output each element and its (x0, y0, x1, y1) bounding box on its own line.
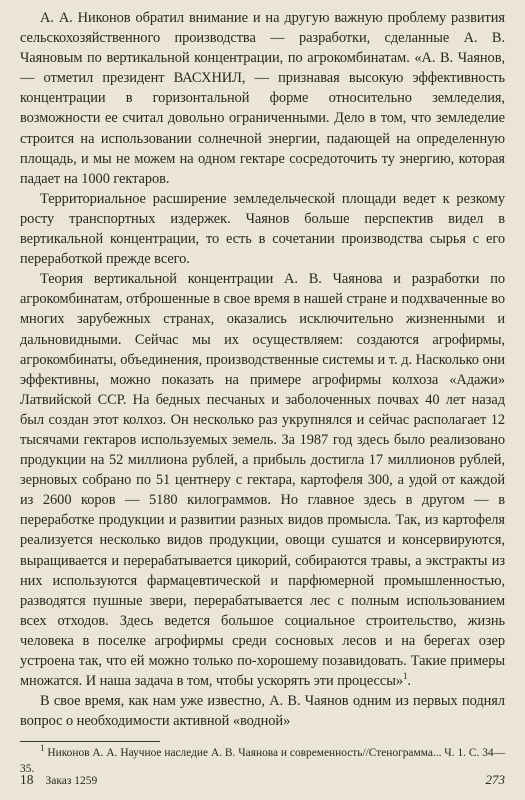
paragraph-text: Теория вертикальной концентрации А. В. Чаянова и разработки по агрокомбинатам, отброшенные в свое время в нашей стране и подхваченные во многих зарубежных странах, оказались исключительно жизненными и дальновидными. Сейчас мы их осуществляем: создаются агрофирмы, агрокомбинаты, объединения, производственные системы и т. д. Насколько они эффективны, можно показать на примере агрофирмы колхоза «Адажи» Латвийской ССР. На бедных песчаных и заболоченных почвах 40 лет назад был создан этот колхоз. Он несколько раз укрупнялся и сейчас располагает 12 тысячами гектаров используемых земель. За 1987 год здесь было реализовано продукции на 52 миллиона рублей, а прибыль достигла 17 миллионов рублей, зерновых собрано по 51 центнеру с гектара, картофеля 300, а удой от каждой из 2600 коров — 5180 килограммов. Но главное здесь в другом — в переработке продукции и развитии разных видов промысла. Так, из картофеля реализуется несколько видов продукции, овощи сушатся и консервируются, выращивается и перерабатывается цикорий, собираются травы, а экстракты из них используются фармацевтической и парфюмерной промышленностью, разводятся пушные звери, перерабатывается лес с полным использованием всех отходов. Здесь ведется большое социальное строительство, жизнь человека в поселке агрофирмы среди сосновых лесов и на берегах озер устроена так, что ей можно только по-хорошему позавидовать. Такие примеры множатся. И наша задача в том, чтобы ускорять эти процессы» (20, 271, 505, 690)
paragraph: Теория вертикальной концентрации А. В. Чаянова и разработки по агрокомбинатам, отброшенные в свое время в нашей стране и подхваченные во многих зарубежных странах, оказались исключительно жизненными и дальновидными. Сейчас мы их осуществляем: создаются агрофирмы, агрокомбинаты, объединения, производственные системы и т. д. Насколько они эффективны, можно показать на примере агрофирмы колхоза «Адажи» Латвийской ССР. На бедных песчаных и заболоченных почвах 40 лет назад был создан этот колхоз. Он несколько раз укрупнялся и сейчас располагает 12 тысячами гектаров используемых земель. За 1987 год здесь было реализовано продукции на 52 миллиона рублей, а прибыль достигла 17 миллионов рублей, зерновых собрано по 51 центнеру с гектара, картофеля 300, а удой от каждой из 2600 коров — 5180 килограммов. Но главное здесь в другом — в переработке продукции и развитии разных видов промысла. Так, из картофеля реализуется несколько видов продукции, овощи сушатся и консервируются, выращивается и перерабатывается цикорий, собираются травы, а экстракты из них используются фармацевтической и парфюмерной промышленностью, разводятся пушные звери, перерабатывается лес с полным использованием всех отходов. Здесь ведется большое социальное строительство, жизнь человека в поселке агрофирмы среди сосновых лесов и на берегах озер устроена так, что ей можно только по-хорошему позавидовать. Такие примеры множатся. И наша задача в том, чтобы ускорять эти процессы»$^1$. (20, 271, 505, 690)
paragraph: А. А. Никонов обратил внимание и на другую важную проблему развития сельскохозяйственного производства — разработки, сделанные А. В. Чаяновым по вертикальной концентрации, по агрокомбинатам. «А. В. Чаянов, — отметил президент ВАСХНИЛ, — признавая высокую эффективность концентрации в горизонтальной форме относительно земледелия, возможности ее считал довольно ограниченными. Дело в том, что земледелие строится на использовании солнечной энергии, падающей на определенную площадь, и мы не можем на одном гектаре сосредоточить ту энергию, которая падает на 1000 гектаров. (20, 10, 505, 187)
page-footer (20, 772, 505, 788)
footnote-marker: 1 (40, 743, 45, 754)
signature-number: 18 (20, 772, 34, 787)
page-number: 273 (485, 772, 505, 787)
body-text (20, 8, 505, 731)
footnote-reference: 1 (402, 671, 408, 682)
paragraph: Территориальное расширение земледельческой площади ведет к резкому росту транспортных издержек. Чаянов больше перспектив видел в вертикальной концентрации, то есть в сочетании производства сырья с его переработкой прежде всего. (20, 190, 505, 268)
paragraph: В свое время, как нам уже известно, А. В. Чаянов одним из первых поднял вопрос о необходимости активной «водной» (20, 693, 505, 730)
print-order: Заказ 1259 (45, 775, 98, 787)
footnote-rule (20, 741, 160, 742)
footnote-text: Никонов А. А. Научное наследие А. В. Чаянова и современность//Стенограмма... Ч. 1. С. 34—35. (20, 747, 505, 775)
